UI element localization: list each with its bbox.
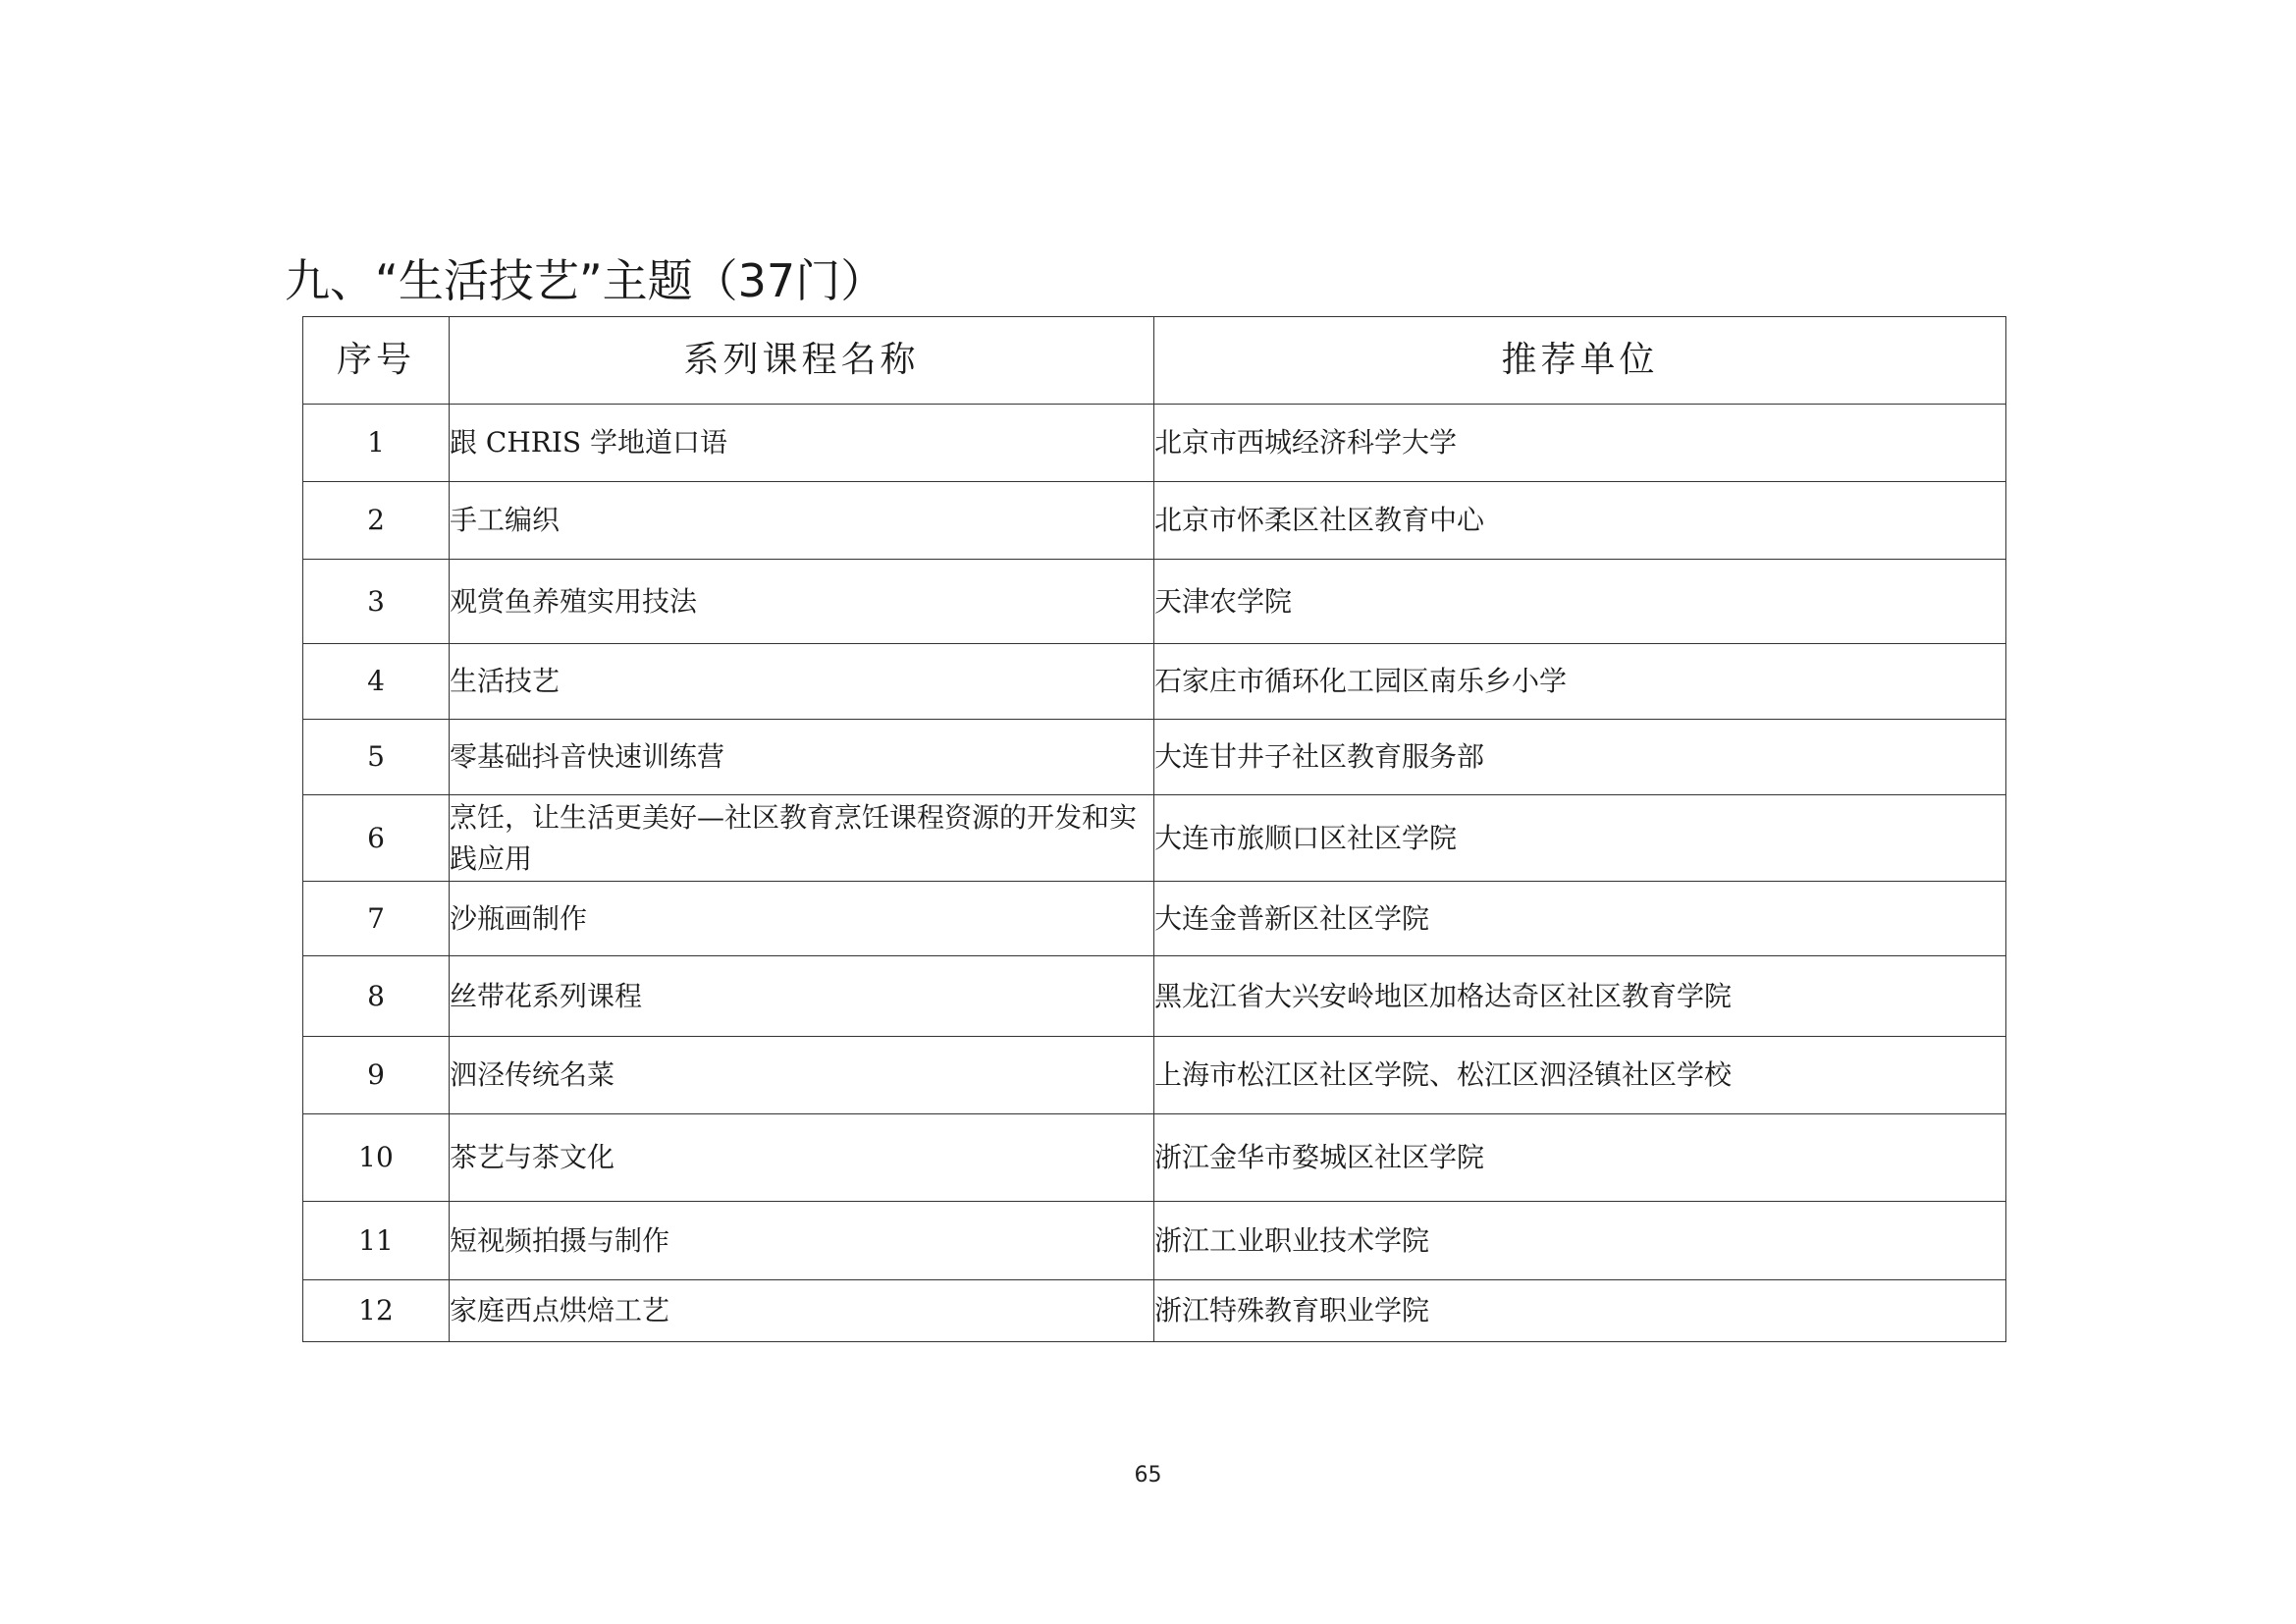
row-no: 6 bbox=[303, 795, 450, 882]
section-title: 九、“生活技艺”主题（37门） bbox=[285, 254, 886, 307]
row-no: 10 bbox=[303, 1114, 450, 1202]
row-recommending-unit: 浙江金华市婺城区社区学院 bbox=[1154, 1114, 2006, 1202]
row-no: 3 bbox=[303, 560, 450, 644]
table-row bbox=[303, 1280, 2006, 1342]
row-no: 12 bbox=[303, 1280, 450, 1342]
row-course-name: 生活技艺 bbox=[450, 644, 1154, 720]
row-course-name: 手工编织 bbox=[450, 482, 1154, 560]
table-row bbox=[303, 720, 2006, 795]
course-table bbox=[302, 316, 2006, 1342]
row-recommending-unit: 大连甘井子社区教育服务部 bbox=[1154, 720, 2006, 795]
table-row bbox=[303, 956, 2006, 1037]
row-recommending-unit: 上海市松江区社区学院、松江区泗泾镇社区学校 bbox=[1154, 1037, 2006, 1114]
row-course-name: 家庭西点烘焙工艺 bbox=[450, 1280, 1154, 1342]
row-course-name: 短视频拍摄与制作 bbox=[450, 1202, 1154, 1280]
row-course-name: 泗泾传统名菜 bbox=[450, 1037, 1154, 1114]
table-row bbox=[303, 560, 2006, 644]
table-row bbox=[303, 795, 2006, 882]
table-row bbox=[303, 644, 2006, 720]
row-course-name: 零基础抖音快速训练营 bbox=[450, 720, 1154, 795]
row-course-name: 烹饪，让生活更美好—社区教育烹饪课程资源的开发和实践应用 bbox=[450, 795, 1154, 882]
table-header-row bbox=[303, 317, 2006, 405]
row-no: 4 bbox=[303, 644, 450, 720]
table-row bbox=[303, 882, 2006, 956]
row-no: 1 bbox=[303, 405, 450, 482]
row-course-name: 沙瓶画制作 bbox=[450, 882, 1154, 956]
header-recommending-unit: 推荐单位 bbox=[1154, 317, 2006, 405]
row-no: 9 bbox=[303, 1037, 450, 1114]
row-course-name: 茶艺与茶文化 bbox=[450, 1114, 1154, 1202]
row-no: 2 bbox=[303, 482, 450, 560]
row-no: 8 bbox=[303, 956, 450, 1037]
table-row bbox=[303, 1114, 2006, 1202]
row-course-name: 丝带花系列课程 bbox=[450, 956, 1154, 1037]
row-recommending-unit: 大连市旅顺口区社区学院 bbox=[1154, 795, 2006, 882]
row-recommending-unit: 黑龙江省大兴安岭地区加格达奇区社区教育学院 bbox=[1154, 956, 2006, 1037]
row-recommending-unit: 石家庄市循环化工园区南乐乡小学 bbox=[1154, 644, 2006, 720]
row-recommending-unit: 天津农学院 bbox=[1154, 560, 2006, 644]
page-number: 65 bbox=[1134, 1463, 1162, 1488]
table-row bbox=[303, 405, 2006, 482]
header-no: 序号 bbox=[303, 317, 450, 405]
row-no: 11 bbox=[303, 1202, 450, 1280]
table-row bbox=[303, 482, 2006, 560]
row-recommending-unit: 北京市怀柔区社区教育中心 bbox=[1154, 482, 2006, 560]
row-course-name: 跟 CHRIS 学地道口语 bbox=[450, 405, 1154, 482]
row-recommending-unit: 浙江特殊教育职业学院 bbox=[1154, 1280, 2006, 1342]
row-course-name: 观赏鱼养殖实用技法 bbox=[450, 560, 1154, 644]
row-recommending-unit: 大连金普新区社区学院 bbox=[1154, 882, 2006, 956]
table-row bbox=[303, 1202, 2006, 1280]
row-no: 7 bbox=[303, 882, 450, 956]
table-row bbox=[303, 1037, 2006, 1114]
row-recommending-unit: 北京市西城经济科学大学 bbox=[1154, 405, 2006, 482]
header-course-name: 系列课程名称 bbox=[450, 317, 1154, 405]
row-recommending-unit: 浙江工业职业技术学院 bbox=[1154, 1202, 2006, 1280]
row-no: 5 bbox=[303, 720, 450, 795]
